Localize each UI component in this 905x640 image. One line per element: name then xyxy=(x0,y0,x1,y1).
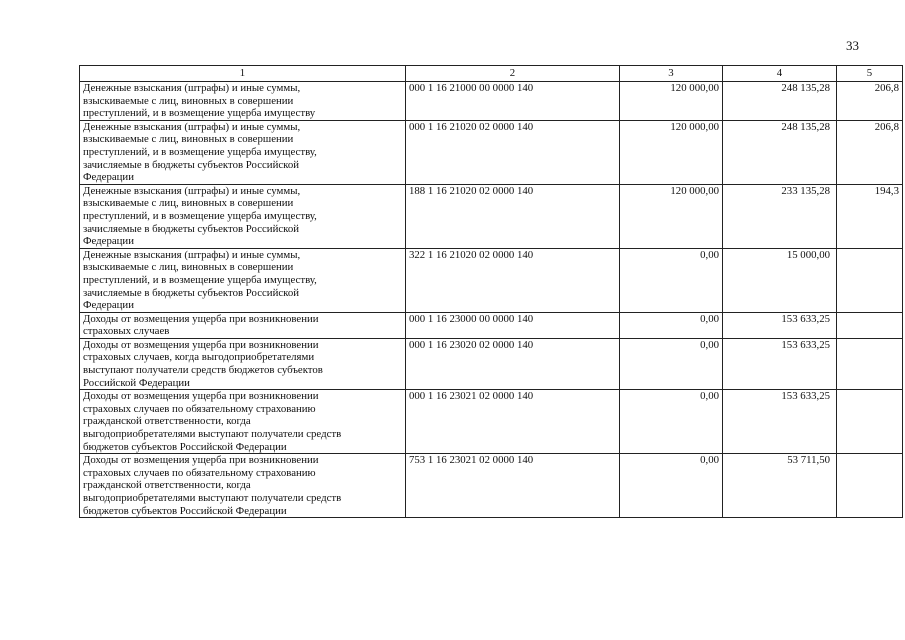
table-row xyxy=(80,390,903,454)
revenue-name-line: выступают получатели средств бюджетов субъектов xyxy=(83,364,323,377)
actual-amount-cell: 248 135,28 xyxy=(723,82,837,121)
revenue-name-cell xyxy=(80,312,406,338)
execution-percent-cell xyxy=(837,454,903,518)
header-col-3: 3 xyxy=(620,66,723,82)
revenue-name-line: Денежные взыскания (штрафы) и иные суммы, xyxy=(83,120,301,133)
plan-amount-cell: 0,00 xyxy=(620,390,723,454)
revenue-name-line: бюджетов субъектов Российской Федерации xyxy=(83,504,287,517)
revenue-name-line: страховых случаев по обязательному страхованию xyxy=(83,466,316,479)
revenue-name-line: Денежные взыскания (штрафы) и иные суммы, xyxy=(83,248,301,261)
actual-amount-cell: 153 633,25 xyxy=(723,338,837,389)
revenue-name-cell xyxy=(80,82,406,121)
plan-amount-cell: 0,00 xyxy=(620,338,723,389)
budget-code-cell: 000 1 16 23000 00 0000 140 xyxy=(406,312,620,338)
revenue-name-line: Доходы от возмещения ущерба при возникновении xyxy=(83,454,319,467)
revenue-name-line: взыскиваемые с лиц, виновных в совершении xyxy=(83,133,294,146)
actual-amount-cell: 53 711,50 xyxy=(723,454,837,518)
plan-amount-cell: 0,00 xyxy=(620,248,723,312)
budget-code-cell: 322 1 16 21020 02 0000 140 xyxy=(406,248,620,312)
plan-amount-cell: 0,00 xyxy=(620,312,723,338)
budget-code-cell: 753 1 16 23021 02 0000 140 xyxy=(406,454,620,518)
plan-amount-cell: 120 000,00 xyxy=(620,184,723,248)
actual-amount-cell: 153 633,25 xyxy=(723,312,837,338)
revenue-name-line: взыскиваемые с лиц, виновных в совершении xyxy=(83,94,294,107)
revenue-name-cell xyxy=(80,184,406,248)
revenue-name-line: гражданской ответственности, когда xyxy=(83,479,251,492)
revenue-name-line: страховых случаев по обязательному страхованию xyxy=(83,402,316,415)
execution-percent-cell xyxy=(837,248,903,312)
revenue-name-line: преступлений, и в возмещение ущерба имуществу, xyxy=(83,273,317,286)
actual-amount-cell: 233 135,28 xyxy=(723,184,837,248)
revenue-name-line: Денежные взыскания (штрафы) и иные суммы, xyxy=(83,184,301,197)
revenue-name-line: страховых случаев, когда выгодоприобретателями xyxy=(83,351,315,364)
budget-code-cell: 000 1 16 21020 02 0000 140 xyxy=(406,120,620,184)
table-row xyxy=(80,248,903,312)
revenue-name-line: взыскиваемые с лиц, виновных в совершении xyxy=(83,261,294,274)
header-col-1: 1 xyxy=(80,66,406,82)
plan-amount-cell: 120 000,00 xyxy=(620,120,723,184)
revenue-name-cell xyxy=(80,390,406,454)
revenue-name-line: взыскиваемые с лиц, виновных в совершении xyxy=(83,197,294,210)
table-row xyxy=(80,82,903,121)
revenue-name-line: зачисляемые в бюджеты субъектов Российской xyxy=(83,158,300,171)
budget-code-cell: 188 1 16 21020 02 0000 140 xyxy=(406,184,620,248)
revenue-name-line: Доходы от возмещения ущерба при возникновении xyxy=(83,338,319,351)
execution-percent-cell: 194,3 xyxy=(837,184,903,248)
revenue-name-line: Российской Федерации xyxy=(83,376,190,389)
revenue-name-cell xyxy=(80,120,406,184)
revenue-name-line: Доходы от возмещения ущерба при возникновении xyxy=(83,312,319,325)
header-col-2: 2 xyxy=(406,66,620,82)
execution-percent-cell xyxy=(837,312,903,338)
table-row xyxy=(80,338,903,389)
header-col-5: 5 xyxy=(837,66,903,82)
revenue-name-line: гражданской ответственности, когда xyxy=(83,415,251,428)
actual-amount-cell: 15 000,00 xyxy=(723,248,837,312)
plan-amount-cell: 120 000,00 xyxy=(620,82,723,121)
revenue-name-line: преступлений, и в возмещение ущерба имуществу xyxy=(83,107,316,120)
execution-percent-cell: 206,8 xyxy=(837,120,903,184)
revenue-name-line: Денежные взыскания (штрафы) и иные суммы, xyxy=(83,82,301,94)
plan-amount-cell: 0,00 xyxy=(620,454,723,518)
table-row xyxy=(80,312,903,338)
revenue-name-cell xyxy=(80,248,406,312)
revenue-name-line: Федерации xyxy=(83,235,134,248)
revenue-name-cell xyxy=(80,338,406,389)
revenue-name-line: Доходы от возмещения ущерба при возникновении xyxy=(83,390,319,403)
execution-percent-cell: 206,8 xyxy=(837,82,903,121)
table-row xyxy=(80,184,903,248)
execution-percent-cell xyxy=(837,390,903,454)
revenue-name-cell xyxy=(80,454,406,518)
revenue-name-line: преступлений, и в возмещение ущерба имуществу, xyxy=(83,209,317,222)
revenue-name-line: страховых случаев xyxy=(83,325,170,338)
actual-amount-cell: 153 633,25 xyxy=(723,390,837,454)
actual-amount-cell: 248 135,28 xyxy=(723,120,837,184)
revenue-name-line: зачисляемые в бюджеты субъектов Российской xyxy=(83,222,300,235)
execution-percent-cell xyxy=(837,338,903,389)
budget-code-cell: 000 1 16 23020 02 0000 140 xyxy=(406,338,620,389)
budget-revenue-table xyxy=(79,65,903,518)
revenue-name-line: преступлений, и в возмещение ущерба имуществу, xyxy=(83,145,317,158)
revenue-name-line: Федерации xyxy=(83,171,134,184)
revenue-name-line: Федерации xyxy=(83,299,134,312)
revenue-name-line: бюджетов субъектов Российской Федерации xyxy=(83,440,287,453)
revenue-name-line: выгодоприобретателями выступают получатели средств xyxy=(83,492,342,504)
table-header-row xyxy=(80,66,903,82)
revenue-name-line: выгодоприобретателями выступают получатели средств xyxy=(83,428,342,441)
budget-code-cell: 000 1 16 21000 00 0000 140 xyxy=(406,82,620,121)
budget-code-cell: 000 1 16 23021 02 0000 140 xyxy=(406,390,620,454)
page-number: 33 xyxy=(846,38,859,53)
header-col-4: 4 xyxy=(723,66,837,82)
table-row xyxy=(80,454,903,518)
table-row xyxy=(80,120,903,184)
revenue-name-line: зачисляемые в бюджеты субъектов Российской xyxy=(83,286,300,299)
